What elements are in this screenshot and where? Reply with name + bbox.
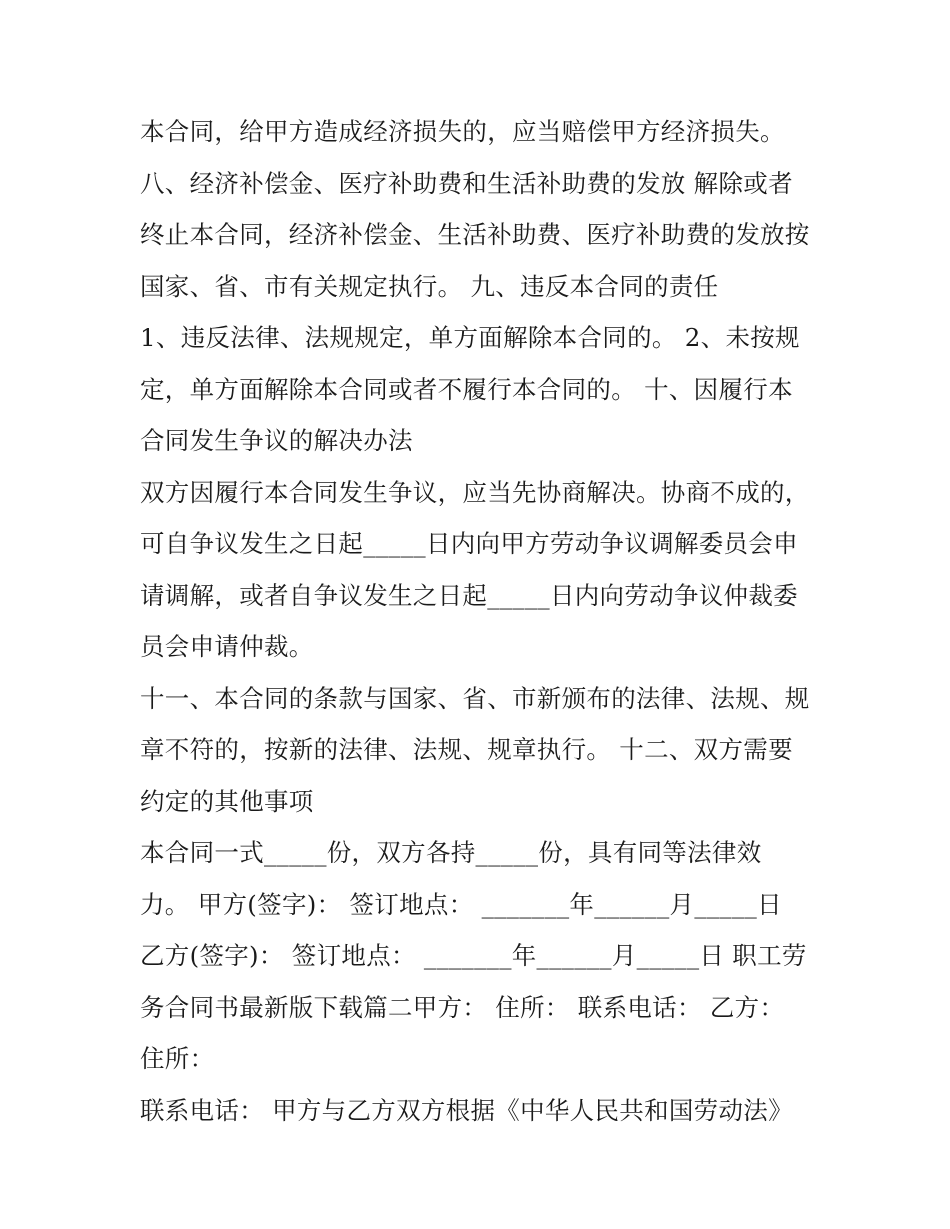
text-line: 本合同，给甲方造成经济损失的，应当赔偿甲方经济损失。 — [140, 117, 785, 146]
text-line: 1、违反法律、法规规定，单方面解除本合同的。 2、未按规 — [140, 323, 800, 352]
text-line: 可自争议发生之日起_____日内向甲方劳动争议调解委员会申 — [140, 529, 798, 558]
text-line: 国家、省、市有关规定执行。 九、违反本合同的责任 — [140, 271, 719, 301]
text-line: 十一、本合同的条款与国家、省、市新颁布的法律、法规、规 — [140, 683, 810, 713]
text-line: 约定的其他事项 — [140, 786, 314, 816]
text-line: 章不符的，按新的法律、法规、规章执行。 十二、双方需要 — [140, 735, 793, 764]
document-body — [140, 106, 830, 1136]
text-line: 请调解，或者自争议发生之日起_____日内向劳动争议仲裁委 — [140, 580, 798, 610]
text-line: 八、经济补偿金、医疗补助费和生活补助费的发放 解除或者 — [140, 168, 793, 198]
text-line: 员会申请仲裁。 — [140, 632, 314, 661]
text-line: 定，单方面解除本合同或者不履行本合同的。 十、因履行本 — [140, 374, 793, 404]
text-line: 住所： — [140, 1044, 215, 1073]
text-line: 联系电话： 甲方与乙方双方根据《中华人民共和国劳动法》 — [140, 1095, 793, 1125]
text-line: 终止本合同，经济补偿金、生活补助费、医疗补助费的发放按 — [140, 220, 810, 249]
text-line: 双方因履行本合同发生争议，应当先协商解决。协商不成的， — [140, 477, 810, 507]
text-line: 乙方(签字)： 签订地点： _______年______月_____日 职工劳 — [140, 941, 807, 970]
text-line: 务合同书最新版下载篇二甲方： 住所： 联系电话： 乙方： — [140, 992, 785, 1022]
text-line: 本合同一式_____份，双方各持_____份，具有同等法律效 — [140, 838, 762, 867]
text-line: 力。 甲方(签字)： 签订地点： _______年______月_____日 — [140, 889, 782, 919]
text-line: 合同发生争议的解决办法 — [140, 426, 413, 455]
